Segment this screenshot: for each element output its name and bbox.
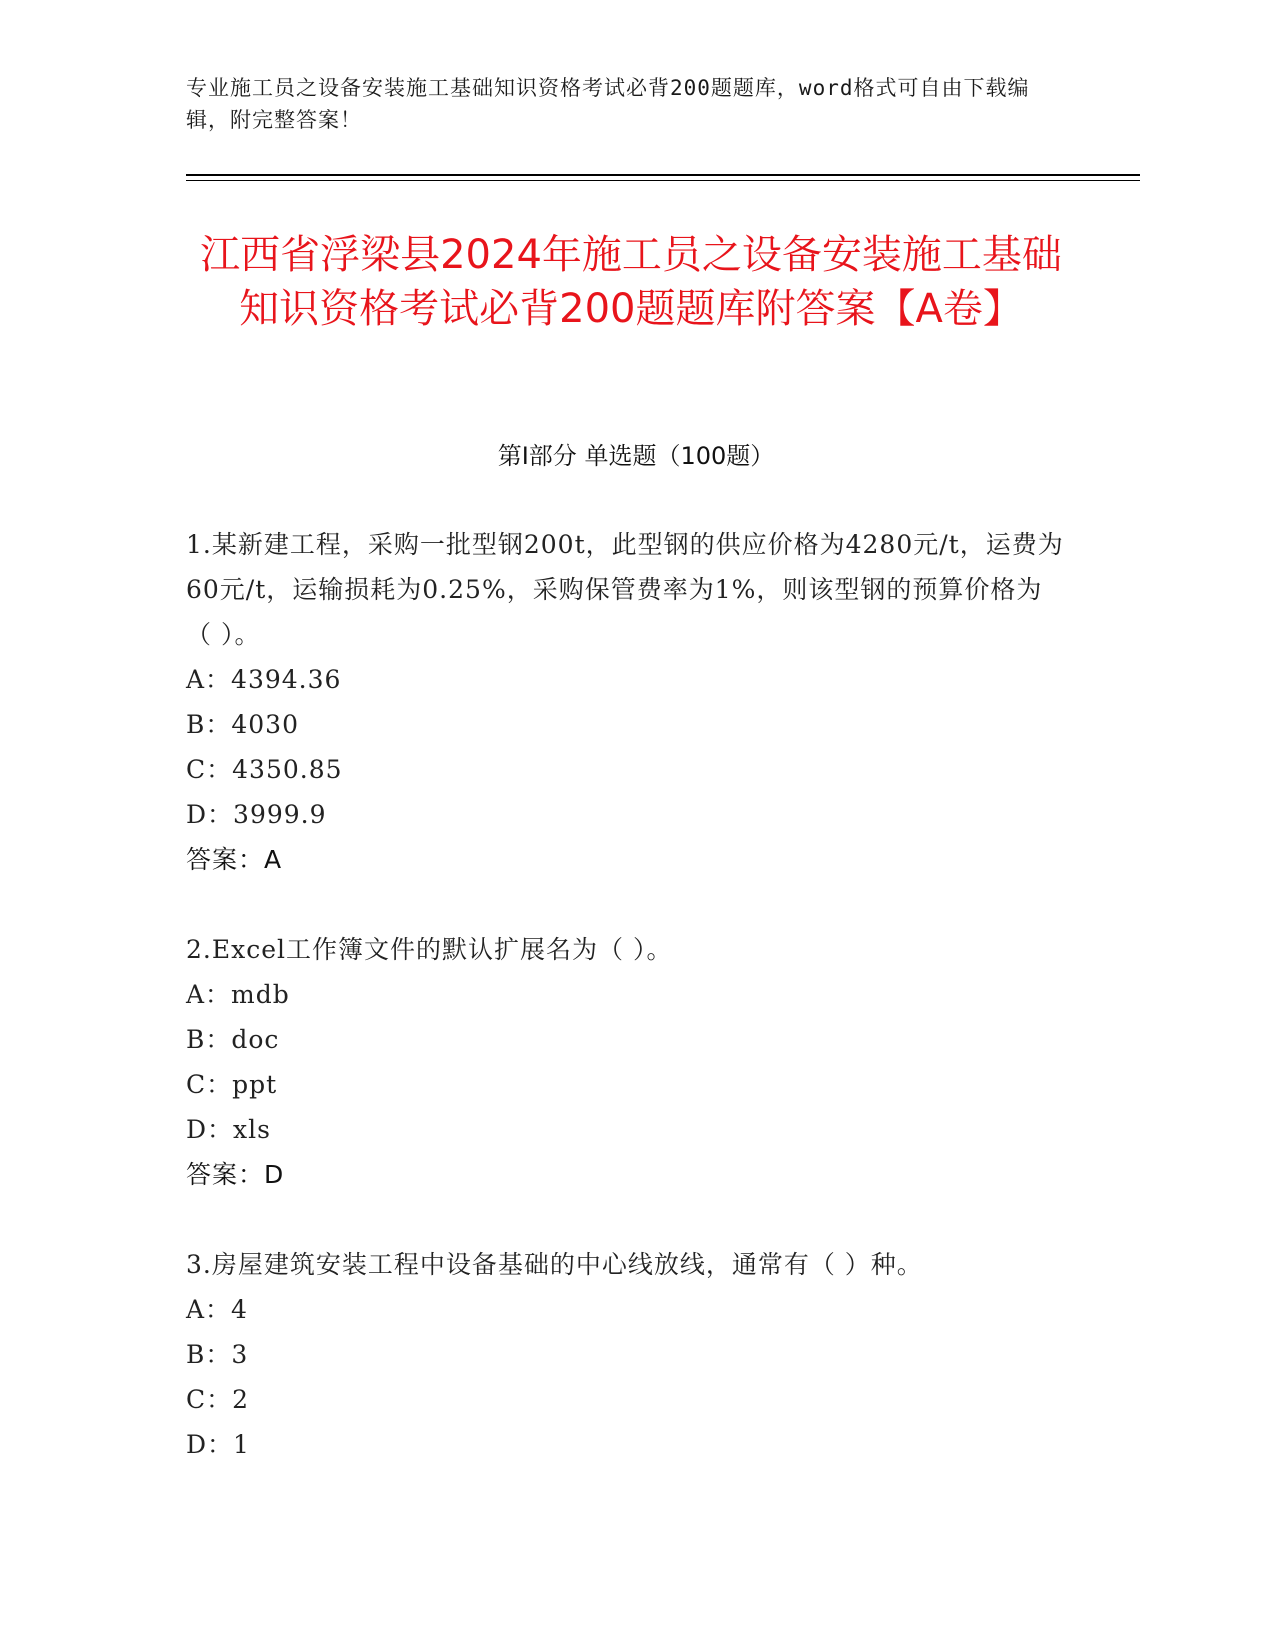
question-stem: 1.某新建工程，采购一批型钢200t，此型钢的供应价格为4280元/t，运费为60元/t，运输损耗为0.25%，采购保管费率为1%，则该型钢的预算价格为（ ）。 <box>186 530 1064 649</box>
option-c: C：2 <box>186 1385 250 1414</box>
option-d: D：xls <box>186 1115 271 1144</box>
answer: 答案：A <box>186 845 283 874</box>
header-rule-thin <box>186 180 1140 181</box>
question-1 <box>186 522 1066 882</box>
answer: 答案：D <box>186 1160 285 1189</box>
option-a: A：4 <box>186 1295 248 1324</box>
section-title: 第I部分 单选题（100题） <box>497 442 775 470</box>
option-a: A：mdb <box>186 980 290 1009</box>
header-rule-thick <box>186 174 1140 176</box>
question-3 <box>186 1242 1066 1467</box>
option-a: A：4394.36 <box>186 665 342 694</box>
option-b: B：3 <box>186 1340 249 1369</box>
option-c: C：ppt <box>186 1070 278 1099</box>
option-c: C：4350.85 <box>186 755 343 784</box>
document-title: 江西省浮梁县2024年施工员之设备安装施工基础知识资格考试必背200题题库附答案【A卷】 <box>200 232 1062 332</box>
question-2 <box>186 927 1066 1197</box>
question-stem: 2.Excel工作簿文件的默认扩展名为（ ）。 <box>186 935 673 964</box>
question-list <box>186 522 1066 1467</box>
option-d: D：3999.9 <box>186 800 327 829</box>
question-stem: 3.房屋建筑安装工程中设备基础的中心线放线，通常有（ ）种。 <box>186 1250 923 1279</box>
option-b: B：doc <box>186 1025 280 1054</box>
header-note: 专业施工员之设备安装施工基础知识资格考试必背200题题库，word格式可自由下载编辑，附完整答案！ <box>186 76 1030 132</box>
option-b: B：4030 <box>186 710 299 739</box>
option-d: D：1 <box>186 1430 250 1459</box>
